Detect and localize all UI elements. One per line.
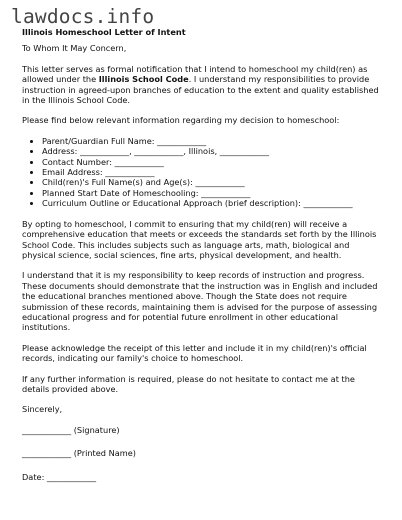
- intro-paragraph: [22, 64, 382, 106]
- date-line: Date: ____________: [22, 471, 97, 482]
- printed-name-line: ____________ (Printed Name): [22, 448, 136, 459]
- list-item-children: • Child(ren)'s Full Name(s) and Age(s): ____________: [42, 177, 382, 187]
- contact-paragraph: If any further information is required, please do not hesitate to contact me at the details provided above.: [22, 373, 355, 394]
- closing: Sincerely,: [22, 404, 63, 415]
- intro-text-1: This letter serves as formal notification that I intend to homeschool my child(ren) as allowed under the: [22, 63, 368, 85]
- intro-text-2: . I understand my responsibilities to provide instruction in agreed-upon branches of education to the extent and quality established in the Illinois School Code.: [22, 74, 379, 106]
- list-item-address: • Address: ____________, ____________, Illinois, ____________: [42, 146, 382, 156]
- commit-paragraph: By opting to homeschool, I commit to ensuring that my child(ren) will receive a comprehensive education that meets or exceeds the standards set forth by the Illinois School Code. This includes subjects such as language arts, math, biological and physical science, social sciences, fine arts, physical development, and health.: [22, 218, 377, 260]
- list-item-parent-name: • Parent/Guardian Full Name: ____________: [42, 136, 382, 146]
- signature-line: ____________ (Signature): [22, 424, 120, 435]
- acknowledge-paragraph: Please acknowledge the receipt of this letter and include it in my child(ren)'s official records, indicating our family's choice to homeschool.: [22, 342, 367, 364]
- intro-bold-code: Illinois School Code: [98, 74, 189, 85]
- list-item-start-date: • Planned Start Date of Homeschooling: ____________: [42, 188, 382, 198]
- letter-body: [22, 27, 382, 495]
- records-paragraph: I understand that it is my responsibility to keep records of instruction and progress. These documents should demonstrate that the instruction was in English and included the educational branches mentioned above. Though the State does not require submission of these records, maintaining them is advised for the purpose of assessing educational progress and for potential future enrollment in other educational institutions.: [22, 270, 378, 333]
- info-lead: Please find below relevant information regarding my decision to homeschool:: [22, 115, 340, 126]
- list-item-contact-number: • Contact Number: ____________: [42, 157, 382, 167]
- document-title: Illinois Homeschool Letter of Intent: [22, 27, 186, 37]
- greeting: To Whom It May Concern,: [22, 43, 127, 54]
- watermark: lawdocs.info: [11, 5, 155, 28]
- list-item-curriculum: • Curriculum Outline or Educational Approach (brief description): ____________: [42, 198, 382, 208]
- info-list: [22, 136, 382, 209]
- list-item-email: • Email Address: ____________: [42, 167, 382, 177]
